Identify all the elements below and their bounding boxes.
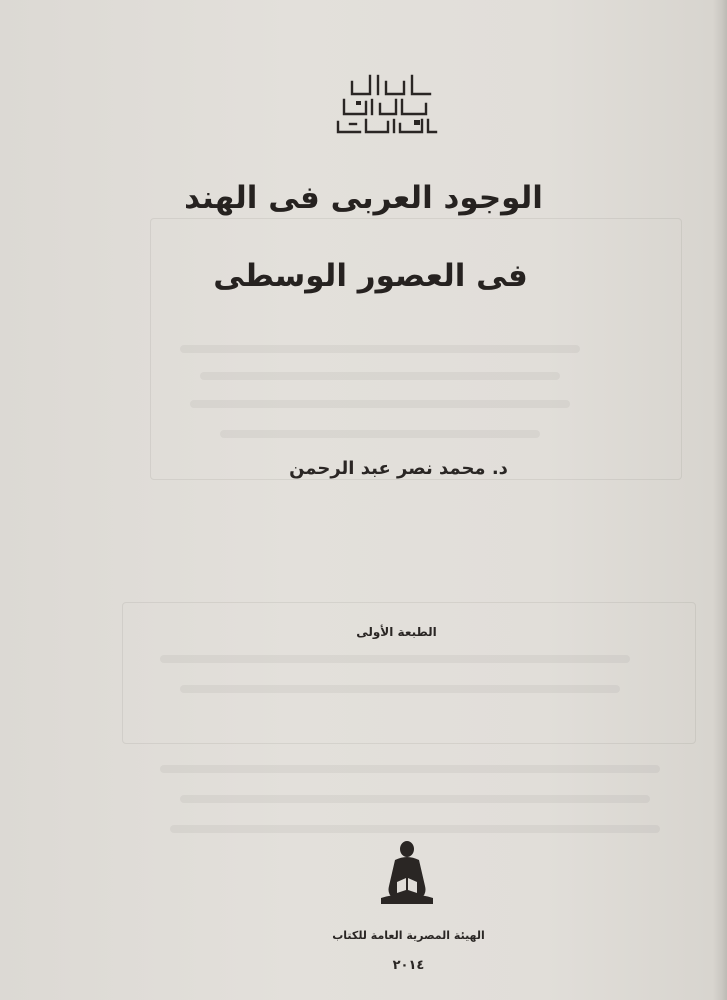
book-title-line-2: فى العصور الوسطى (213, 258, 528, 294)
series-logo-icon (330, 70, 440, 140)
show-through-line (190, 400, 570, 408)
edition-label: الطبعة الأولى (356, 625, 437, 639)
show-through-line (160, 655, 630, 663)
show-through-line (220, 430, 540, 438)
book-title-line-1: الوجود العربى فى الهند (184, 180, 543, 216)
page-edge-shadow (713, 0, 727, 1000)
show-through-line (180, 345, 580, 353)
show-through-line (160, 765, 660, 773)
show-through-line (170, 825, 660, 833)
author-name: د. محمد نصر عبد الرحمن (289, 458, 508, 479)
publication-year: ٢٠١٤ (392, 958, 425, 973)
publisher-reader-icon (375, 838, 439, 914)
show-through-line (200, 372, 560, 380)
publisher-name: الهيئة المصرية العامة للكتاب (332, 929, 485, 942)
show-through-line (180, 795, 650, 803)
show-through-line (180, 685, 620, 693)
show-through-box-lower (122, 602, 696, 744)
